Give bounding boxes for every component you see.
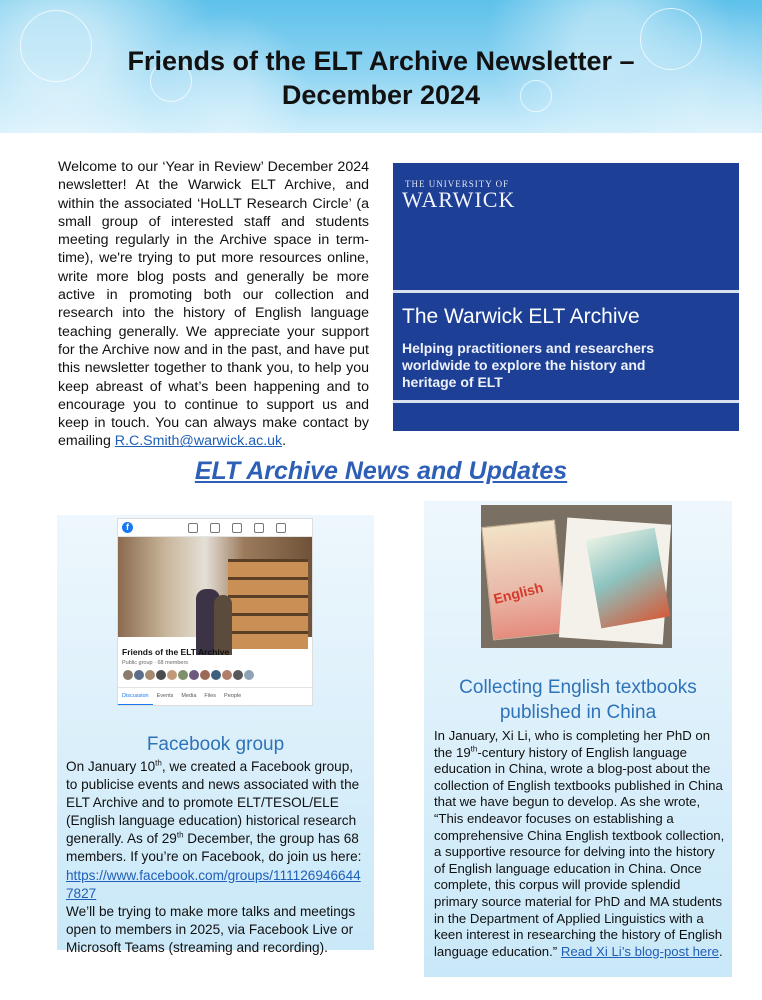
- china-text: In January, Xi Li, who is completing her PhD on the 19: [434, 728, 711, 760]
- textbook-cover-title: English: [491, 579, 545, 607]
- intro-end: .: [282, 433, 287, 450]
- facebook-group-name: Friends of the ELT Archive: [122, 647, 230, 657]
- university-name: WARWICK: [402, 187, 516, 212]
- facebook-top-bar: [118, 519, 312, 537]
- gaming-icon: [276, 523, 286, 533]
- tab-media: Media: [181, 693, 197, 699]
- facebook-paragraph: [66, 758, 366, 957]
- archive-room-photo: [118, 537, 312, 637]
- chinese-textbooks-photo: [481, 505, 672, 648]
- intro-paragraph: [58, 158, 369, 451]
- facebook-group-screenshot: [117, 518, 313, 706]
- tab-discussion: Discussion: [118, 688, 153, 706]
- university-small-text: THE UNIVERSITY OF: [405, 179, 510, 189]
- title-line-2: December 2024: [281, 80, 481, 110]
- ordinal-suffix: th: [176, 830, 184, 840]
- facebook-tabs: [118, 687, 312, 706]
- facebook-heading: Facebook group: [146, 734, 285, 755]
- section-heading: ELT Archive News and Updates: [194, 457, 568, 485]
- facebook-text: December, the group has 68 members. If you’re on Facebook, do join us here:: [66, 831, 362, 865]
- contact-email-link[interactable]: R.C.Smith@warwick.ac.uk: [114, 433, 283, 450]
- ordinal-suffix: th: [470, 744, 478, 754]
- facebook-logo-icon: f: [122, 522, 133, 533]
- china-text: .: [718, 943, 723, 959]
- facebook-text: , we created a Facebook group, to publicise events and news associated with the ELT Archive and to promote ELT/TESOL/ELE (English language education) historical research generally. As of 29: [66, 759, 360, 847]
- tab-files: Files: [204, 693, 217, 699]
- archive-tagline: Helping practitioners and researchers worldwide to explore the history and heritage of ELT: [402, 340, 655, 390]
- intro-text: Welcome to our ‘Year in Review’ December 2024 newsletter! At the Warwick ELT Archive, and within the associated ‘HoLLT Research Circle’ (a small group of interested staff and students meeting regularly in the Archive space in term-time), we're trying to put more resources online, write more blog posts and generally be more active in promoting both our collection and research into the history of English language teaching generally. We appreciate your support for the Archive now and in the past, and have put this newsletter together to thank you, to help you keep abreast of what’s been happening and to encourage you to continue to support us and keep in touch. You can always make contact by emailing: [58, 159, 369, 450]
- title-line-1: Friends of the ELT Archive Newsletter –: [127, 46, 635, 76]
- groups-icon: [254, 523, 264, 533]
- banner-divider: [393, 290, 739, 293]
- member-avatars: [122, 669, 254, 679]
- bookshelf: [228, 559, 308, 649]
- textbook-cover: [481, 519, 567, 640]
- facebook-group-link[interactable]: https://www.facebook.com/groups/1111269466447827: [66, 867, 361, 901]
- facebook-text: On January 10: [66, 759, 156, 774]
- china-heading: Collecting English textbooks published in China: [459, 677, 697, 723]
- facebook-text: We’ll be trying to make more talks and meetings open to members in 2025, via Facebook Live or Microsoft Teams (streaming and recording).: [66, 903, 356, 955]
- visitor-figure: [214, 595, 232, 655]
- marketplace-icon: [232, 523, 242, 533]
- blog-post-link[interactable]: Read Xi Li’s blog-post here: [560, 943, 719, 959]
- china-text: -century history of English language education in China, wrote a blog-post about the collection of English textbooks published in China that we have begun to develop. As she wrote, “This endeavor focuses on establishing a comprehensive China English textbook collection, a supportive resource for delving into the history of English language education in China. Once complete, this corpus will provide splendid primary source material for PhD and MA students in the Department of Applied Linguistics with a keen interest in researching the history of English language education.”: [434, 744, 725, 959]
- tab-people: People: [224, 693, 242, 699]
- ordinal-suffix: th: [155, 758, 162, 768]
- avatar: [243, 669, 255, 681]
- warwick-archive-banner: [393, 163, 739, 431]
- header-banner: [0, 0, 762, 133]
- archive-title: The Warwick ELT Archive: [402, 305, 640, 328]
- video-icon: [210, 523, 220, 533]
- facebook-group-meta: Public group · 68 members: [122, 660, 189, 666]
- home-icon: [188, 523, 198, 533]
- banner-divider: [393, 400, 739, 403]
- china-paragraph: [434, 728, 726, 960]
- tab-events: Events: [156, 693, 174, 699]
- newsletter-title: [0, 44, 762, 112]
